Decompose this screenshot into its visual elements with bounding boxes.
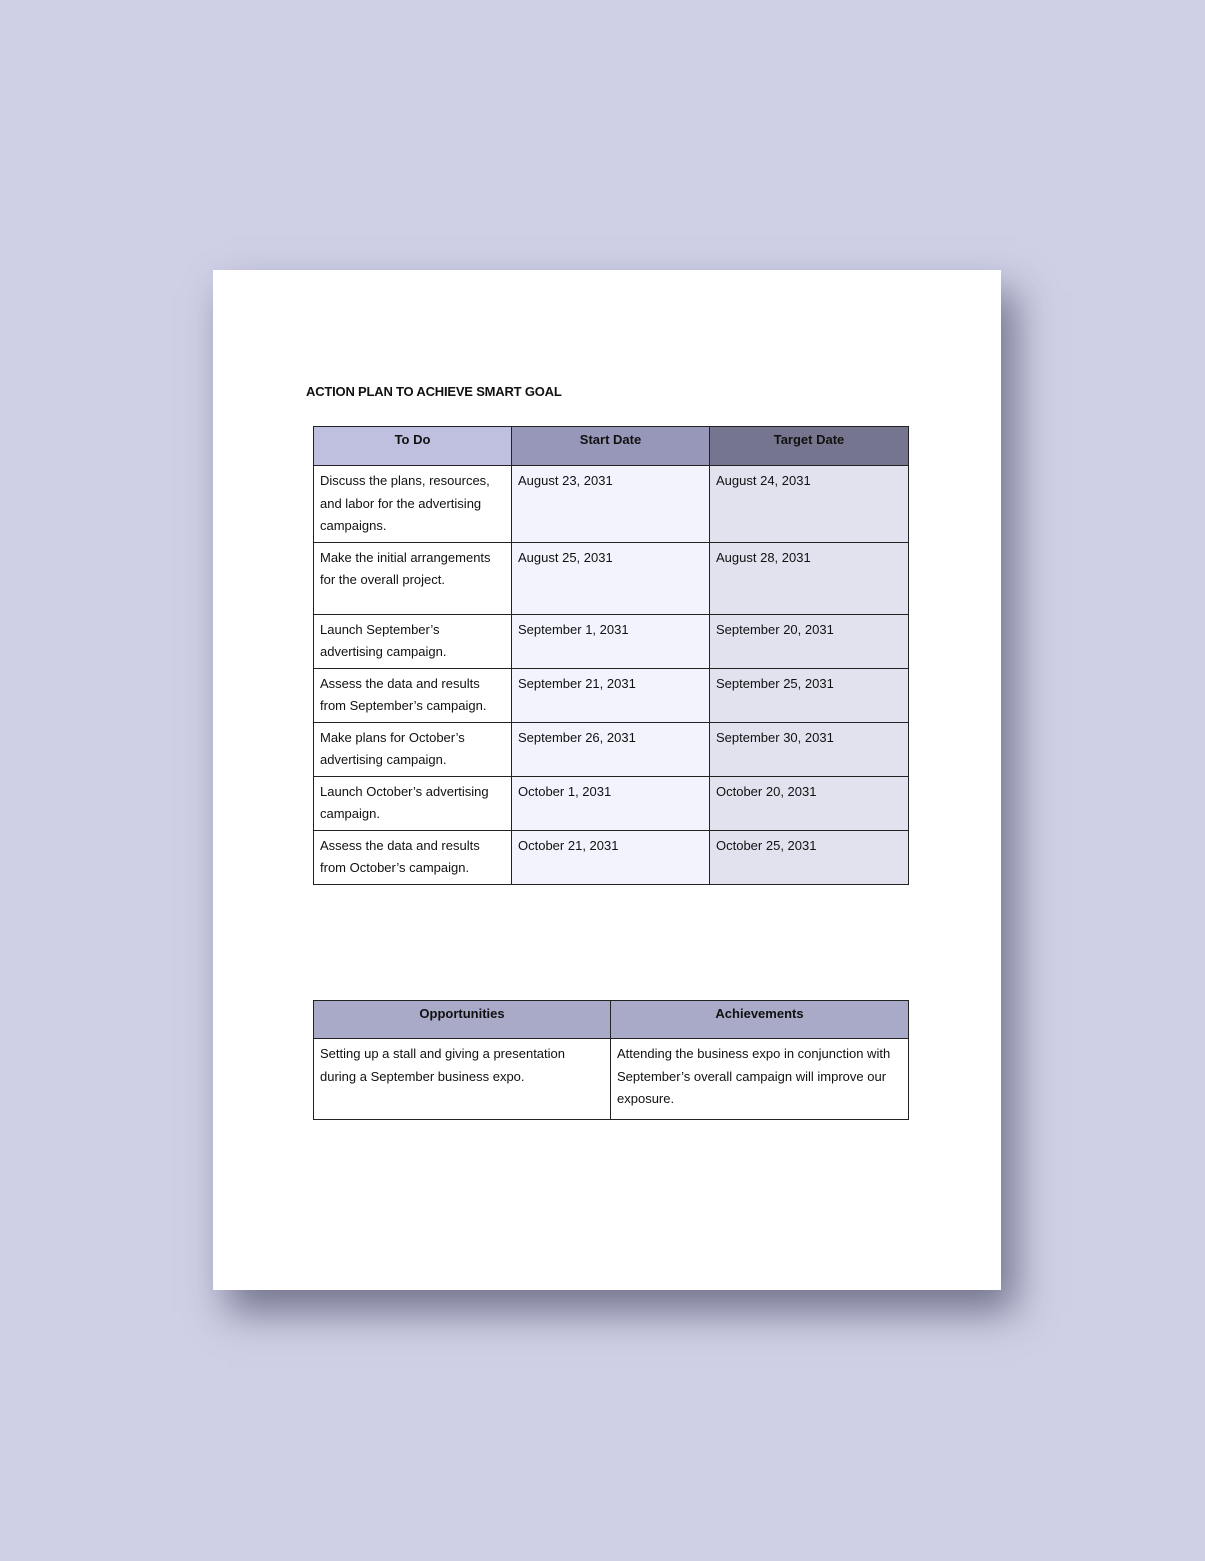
header-to-do: To Do [314, 427, 512, 466]
document-page [213, 270, 1001, 1290]
table-header-row [314, 1001, 909, 1039]
opportunity-cell: Setting up a stall and giving a presentation during a September business expo. [314, 1039, 611, 1120]
todo-cell: Assess the data and results from October’s campaign. [314, 830, 512, 884]
start-date-cell: August 23, 2031 [512, 466, 710, 543]
todo-cell: Discuss the plans, resources, and labor for the advertising campaigns. [314, 466, 512, 543]
start-date-cell: August 25, 2031 [512, 542, 710, 614]
header-start-date: Start Date [512, 427, 710, 466]
target-date-cell: October 25, 2031 [710, 830, 909, 884]
table-header-row [314, 427, 909, 466]
table-row [314, 830, 909, 884]
opportunities-table [313, 1000, 909, 1120]
table-row [314, 668, 909, 722]
todo-cell: Assess the data and results from September’s campaign. [314, 668, 512, 722]
table-row [314, 614, 909, 668]
target-date-cell: August 24, 2031 [710, 466, 909, 543]
start-date-cell: October 21, 2031 [512, 830, 710, 884]
start-date-cell: October 1, 2031 [512, 776, 710, 830]
header-achievements: Achievements [611, 1001, 909, 1039]
table-row [314, 722, 909, 776]
table-row [314, 1039, 909, 1120]
todo-cell: Make the initial arrangements for the overall project. [314, 542, 512, 614]
start-date-cell: September 26, 2031 [512, 722, 710, 776]
table-row [314, 542, 909, 614]
target-date-cell: September 30, 2031 [710, 722, 909, 776]
target-date-cell: August 28, 2031 [710, 542, 909, 614]
start-date-cell: September 1, 2031 [512, 614, 710, 668]
action-plan-table [313, 426, 909, 885]
start-date-cell: September 21, 2031 [512, 668, 710, 722]
document-title: ACTION PLAN TO ACHIEVE SMART GOAL [306, 384, 562, 399]
header-opportunities: Opportunities [314, 1001, 611, 1039]
todo-cell: Make plans for October’s advertising campaign. [314, 722, 512, 776]
achievement-cell: Attending the business expo in conjunction with September’s overall campaign will improve our exposure. [611, 1039, 909, 1120]
header-target-date: Target Date [710, 427, 909, 466]
todo-cell: Launch October’s advertising campaign. [314, 776, 512, 830]
table-row [314, 466, 909, 543]
todo-cell: Launch September’s advertising campaign. [314, 614, 512, 668]
target-date-cell: September 20, 2031 [710, 614, 909, 668]
target-date-cell: September 25, 2031 [710, 668, 909, 722]
table-row [314, 776, 909, 830]
target-date-cell: October 20, 2031 [710, 776, 909, 830]
